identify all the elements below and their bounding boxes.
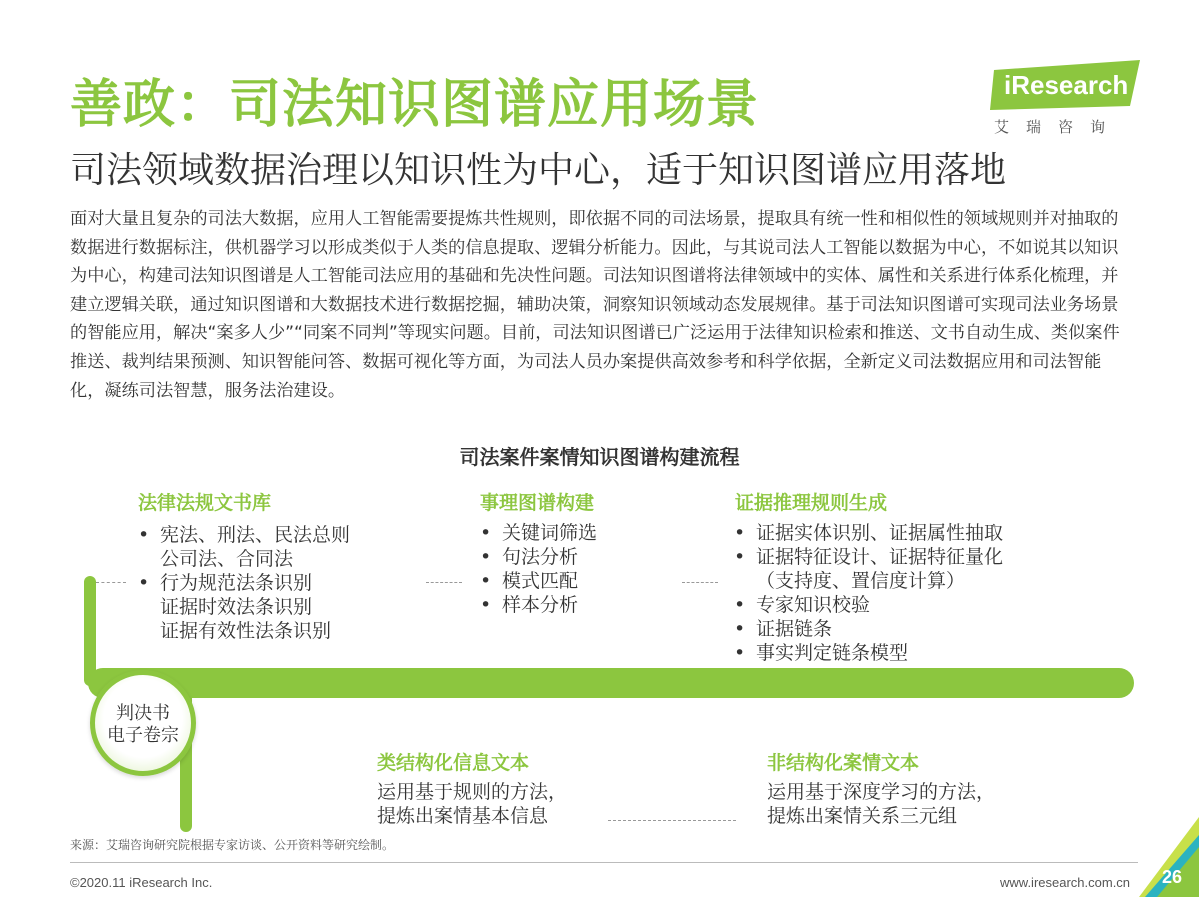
law-library-list — [136, 523, 350, 643]
structured-text-desc: 运用基于规则的方法， 提炼出案情基本信息 — [377, 781, 568, 827]
list-item: • 宪法、刑法、民法总则 公司法、合同法 — [136, 523, 350, 571]
source-note: 来源：艾瑞咨询研究院根据专家访谈、公开资料等研究绘制。 — [70, 838, 395, 852]
list-item: • 样本分析 — [478, 593, 597, 617]
footer-divider — [70, 862, 1138, 863]
logo-brand-text: iResearch — [1004, 70, 1129, 100]
section-heading-evidence-rules: 证据推理规则生成 — [735, 492, 888, 514]
list-item: • 行为规范法条识别 证据时效法条识别 证据有效性法条识别 — [136, 571, 350, 643]
diagram-title: 司法案件案情知识图谱构建流程 — [459, 445, 740, 469]
center-node-line1: 判决书 — [116, 703, 170, 724]
list-item: • 专家知识校验 — [732, 593, 1003, 617]
dashed-connector — [426, 582, 462, 583]
section-heading-law-library: 法律法规文书库 — [138, 492, 272, 514]
list-item: • 证据实体识别、证据属性抽取 — [732, 521, 1003, 545]
unstructured-text-desc: 运用基于深度学习的方法， 提炼出案情关系三元组 — [767, 781, 996, 827]
list-item: • 关键词筛选 — [478, 521, 597, 545]
logo-cn-text: 艾瑞咨询 — [994, 118, 1123, 136]
dashed-connector — [96, 582, 126, 583]
event-graph-list — [478, 521, 597, 617]
dashed-connector — [608, 820, 736, 821]
evidence-rules-list — [732, 521, 1003, 665]
page-title: 善政：司法知识图谱应用场景 — [70, 75, 760, 135]
section-heading-unstructured-text: 非结构化案情文本 — [767, 752, 920, 774]
list-item: • 模式匹配 — [478, 569, 597, 593]
page-subtitle: 司法领域数据治理以知识性为中心，适于知识图谱应用落地 — [70, 150, 1007, 191]
section-heading-structured-text: 类结构化信息文本 — [377, 752, 530, 774]
list-item: • 事实判定链条模型 — [732, 641, 1003, 665]
list-item: • 证据链条 — [732, 617, 1003, 641]
page-number: 26 — [1162, 867, 1183, 887]
section-heading-event-graph: 事理图谱构建 — [480, 492, 595, 514]
website-link[interactable]: www.iresearch.com.cn — [1000, 875, 1131, 890]
iresearch-logo — [990, 60, 1150, 140]
copyright-text: ©2020.11 iResearch Inc. — [70, 875, 213, 890]
horizontal-timeline-bar — [88, 668, 1134, 698]
body-paragraph: 面对大量且复杂的司法大数据，应用人工智能需要提炼共性规则，即依据不同的司法场景，提取具有统一性和相似性的领域规则并对抽取的数据进行数据标注，供机器学习以形成类似于人类的信息提取、逻辑分析能力。因此，与其说司法人工智能以数据为中心，不如说其以知识为中心，构建司法知识图谱是人工智能司法应用的基础和先决性问题。司法知识图谱将法律领域中的实体、属性和关系进行体系化梳理，并建立逻辑关联，通过知识图谱和大数据技术进行数据挖掘，辅助决策，洞察知识领域动态发展规律。基于司法知识图谱可实现司法业务场景的智能应用，解决“案多人少”“同案不同判”等现实问题。目前，司法知识图谱已广泛运用于法律知识检索和推送、文书自动生成、类似案件推送、裁判结果预测、知识智能问答、数据可视化等方面，为司法人员办案提供高效参考和科学依据，全新定义司法数据应用和司法智能化，凝练司法智慧，服务法治建设。 — [70, 209, 1120, 401]
list-item: • 证据特征设计、证据特征量化 （支持度、置信度计算） — [732, 545, 1003, 593]
center-node-line2: 电子卷宗 — [107, 725, 179, 746]
list-item: • 句法分析 — [478, 545, 597, 569]
center-node-judgment-files — [90, 670, 196, 776]
dashed-connector — [682, 582, 718, 583]
